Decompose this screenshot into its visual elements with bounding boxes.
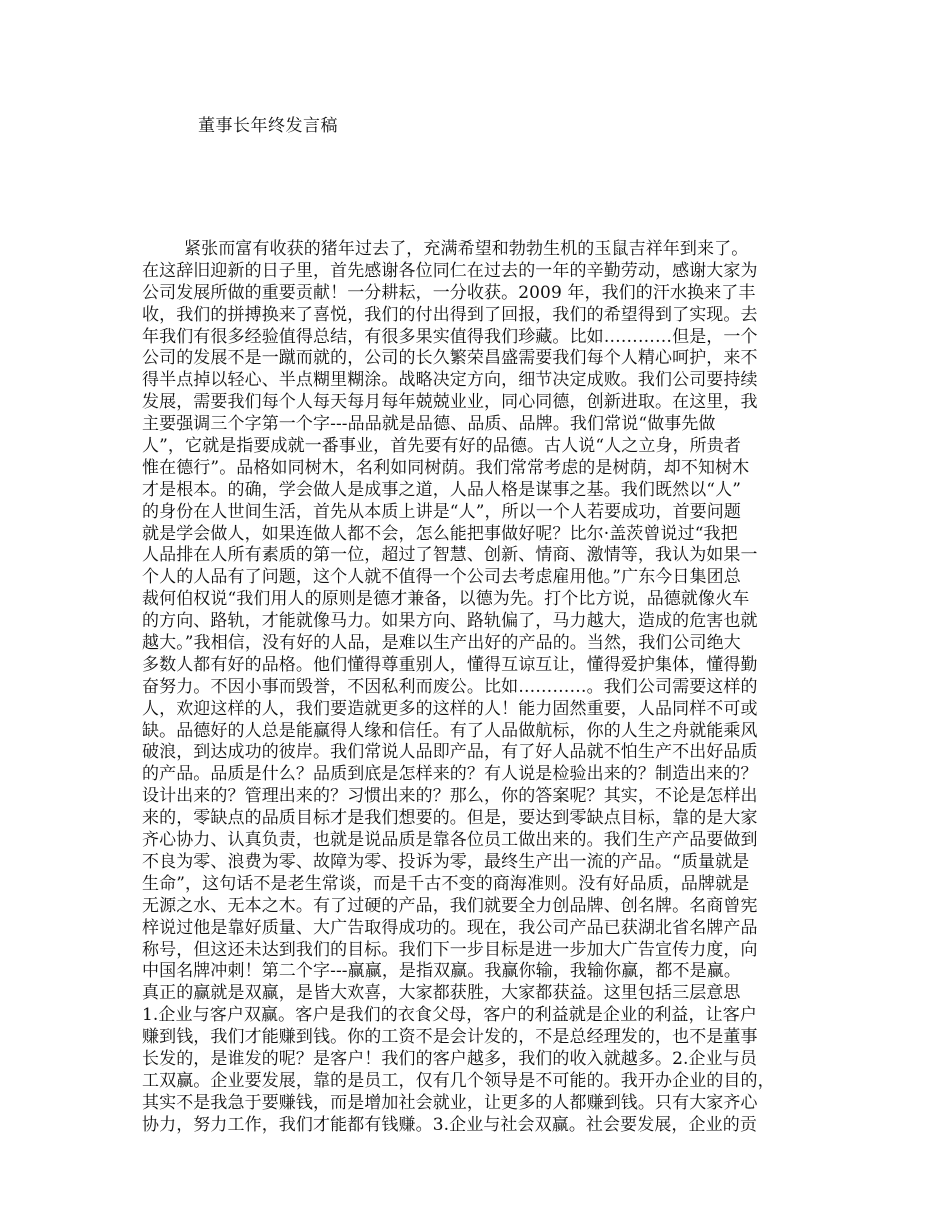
body-line: 主要强调三个字第一个字---品品就是品德、品质、品牌。我们常说“做事先做 xyxy=(142,414,716,435)
body-line: 惟在德行”。品格如同树木，名利如同树荫。我们常常考虑的是树荫，却不知树木 xyxy=(142,457,750,478)
body-line: 称号，但这还未达到我们的目标。我们下一步目标是进一步加大广告宣传力度，向 xyxy=(142,939,758,960)
body-line: 紧张而富有收获的猪年过去了，充满希望和勃勃生机的玉鼠吉祥年到来了。 xyxy=(184,239,749,259)
body-line: 的产品。品质是什么？品质到底是怎样来的？有人说是检验出来的？制造出来的？ xyxy=(142,764,758,785)
body-line: 人，欢迎这样的人，我们要造就更多的这样的人！能力固然重要，人品同样不可或 xyxy=(142,698,758,719)
body-line: 赚到钱，我们才能赚到钱。你的工资不是会计发的，不是总经理发的，也不是董事 xyxy=(142,1027,758,1048)
body-line: 裁何伯权说“我们用人的原则是德才兼备，以德为先。打个比方说，品德就像火车 xyxy=(142,589,750,610)
document-title: 董事长年终发言稿 xyxy=(198,116,338,136)
body-line: 得半点掉以轻心、半点糊里糊涂。战略决定方向，细节决定成败。我们公司要持续 xyxy=(142,370,758,391)
document-body xyxy=(142,239,822,1137)
body-line: 的身份在人世间生活，首先从本质上讲是“人”，所以一个人若要成功，首要问题 xyxy=(142,501,741,522)
body-line: 才是根本。的确，学会做人是成事之道，人品人格是谋事之基。我们既然以“人” xyxy=(142,479,741,500)
body-line: 长发的，是谁发的呢？是客户！我们的客户越多，我们的收入就越多。2.企业与员 xyxy=(142,1048,757,1069)
body-line: 年我们有很多经验值得总结，有很多果实值得我们珍藏。比如…………但是，一个 xyxy=(142,326,758,347)
body-line: 齐心协力、认真负责，也就是说品质是靠各位员工做出来的。我们生产产品要做到 xyxy=(142,830,758,851)
body-line: 个人的人品有了问题，这个人就不值得一个公司去考虑雇用他。”广东今日集团总 xyxy=(142,567,741,588)
body-line: 生命”，这句话不是老生常谈，而是千古不变的商海准则。没有好品质，品牌就是 xyxy=(142,873,750,894)
body-line: 设计出来的？管理出来的？习惯出来的？那么，你的答案呢？其实，不论是怎样出 xyxy=(142,786,758,807)
body-line: 人品排在人所有素质的第一位，超过了智慧、创新、情商、激情等，我认为如果一 xyxy=(142,545,758,566)
body-line: 奋努力。不因小事而毁誉，不因私利而废公。比如…………。我们公司需要这样的 xyxy=(142,676,758,697)
body-line: 发展，需要我们每个人每天每月每年兢兢业业，同心同德，创新进取。在这里，我 xyxy=(142,392,758,413)
body-line: 的方向、路轨，才能就像马力。如果方向、路轨偏了，马力越大，造成的危害也就 xyxy=(142,611,758,632)
body-line: 其实不是我急于要赚钱，而是增加社会就业，让更多的人都赚到钱。只有大家齐心 xyxy=(142,1092,758,1113)
body-line: 多数人都有好的品格。他们懂得尊重别人，懂得互谅互让，懂得爱护集体，懂得勤 xyxy=(142,654,758,675)
body-line: 工双赢。企业要发展，靠的是员工，仅有几个领导是不可能的。我开办企业的目的， xyxy=(142,1070,775,1091)
body-line: 梓说过他是靠好质量、大广告取得成功的。现在，我公司产品已获湖北省名牌产品 xyxy=(142,917,758,938)
body-line: 不良为零、浪费为零、故障为零、投诉为零，最终生产出一流的产品。“质量就是 xyxy=(142,851,750,872)
body-line: 破浪，到达成功的彼岸。我们常说人品即产品，有了好人品就不怕生产不出好品质 xyxy=(142,742,758,763)
body-line: 1.企业与客户双赢。客户是我们的衣食父母，客户的利益就是企业的利益，让客户 xyxy=(142,1005,757,1026)
body-line: 中国名牌冲刺！第二个字---赢赢，是指双赢。我赢你输，我输你赢，都不是赢。 xyxy=(142,961,741,982)
body-line: 就是学会做人，如果连做人都不会，怎么能把事做好呢？比尔·盖茨曾说过“我把 xyxy=(142,523,738,544)
body-line: 人”，它就是指要成就一番事业，首先要有好的品德。古人说“人之立身，所贵者 xyxy=(142,436,741,457)
body-line: 公司发展所做的重要贡献！一分耕耘，一分收获。2009 年，我们的汗水换来了丰 xyxy=(142,282,756,303)
body-line: 公司的发展不是一蹴而就的，公司的长久繁荣昌盛需要我们每个人精心呵护，来不 xyxy=(142,348,758,369)
body-line: 协力，努力工作，我们才能都有钱赚。3.企业与社会双赢。社会要发展，企业的贡 xyxy=(142,1114,757,1135)
body-line: 来的，零缺点的品质目标才是我们想要的。但是，要达到零缺点目标，靠的是大家 xyxy=(142,808,758,829)
body-line: 真正的赢就是双赢，是皆大欢喜，大家都获胜，大家都获益。这里包括三层意思 xyxy=(142,983,741,1004)
body-line: 收，我们的拼搏换来了喜悦，我们的付出得到了回报，我们的希望得到了实现。去 xyxy=(142,304,758,325)
body-line: 缺。品德好的人总是能赢得人缘和信任。有了人品做航标，你的人生之舟就能乘风 xyxy=(142,720,758,741)
body-line: 在这辞旧迎新的日子里，首先感谢各位同仁在过去的一年的辛勤劳动，感谢大家为 xyxy=(142,260,758,281)
body-line: 无源之水、无本之木。有了过硬的产品，我们就要全力创品牌、创名牌。名商曾宪 xyxy=(142,895,758,916)
body-line: 越大。”我相信，没有好的人品，是难以生产出好的产品的。当然，我们公司绝大 xyxy=(142,633,741,654)
